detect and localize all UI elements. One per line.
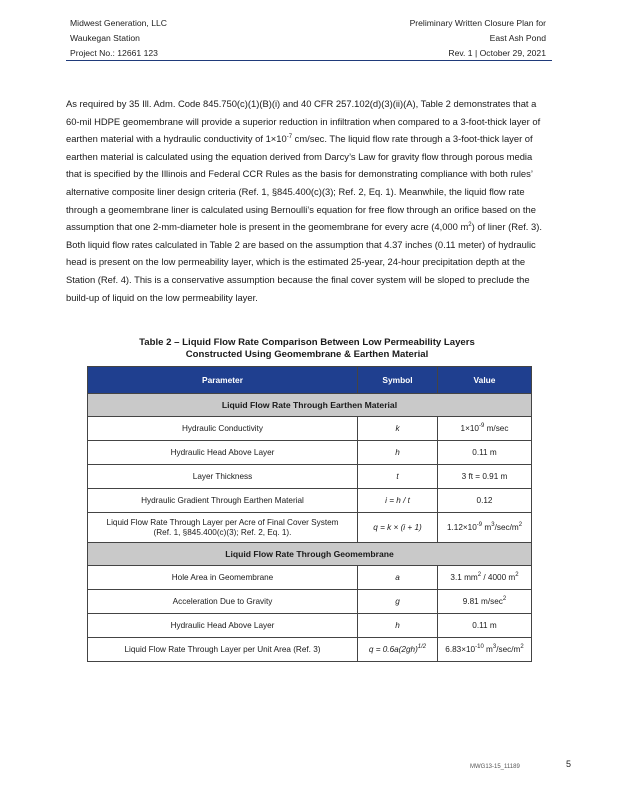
value-cell: 3 ft = 0.91 m	[438, 465, 532, 489]
table-caption-line-2: Constructed Using Geomembrane & Earthen Material	[185, 348, 429, 360]
symbol-cell: a	[358, 566, 438, 590]
symbol-cell: $q = 0.6a(2gh)^{1/2}$	[358, 638, 438, 662]
header-right	[410, 16, 546, 61]
param-cell: Liquid Flow Rate Through Layer per Acre of Final Cover System (Ref. 1, §845.400(c)(3); Ref. 2, Eq. 1).	[88, 513, 358, 543]
symbol-cell: t	[358, 465, 438, 489]
table-row	[88, 566, 532, 590]
flow-rate-table	[87, 366, 532, 662]
paragraph-text-1: As required by 35 Ill. Adm. Code 845.750(c)(1)(B)(i) and 40 CFR 257.102(d)(3)(ii)(A), Table 2 demonstrates that a 60-mil HDPE geomembrane will provide a superior reduction in infiltration when compared to a 3-foot-thick layer of earthen material with a hydraulic conductivity of 1×10	[66, 98, 541, 145]
symbol-cell: k	[358, 417, 438, 441]
value-cell: 9.81 $m/\sec^2$	[438, 590, 532, 614]
param-cell: Hole Area in Geomembrane	[88, 566, 358, 590]
table-row	[88, 590, 532, 614]
header-project-no: Project No.: 12661 123	[70, 48, 158, 58]
table-row	[88, 638, 532, 662]
col-header-symbol: Symbol	[358, 367, 438, 394]
header-left	[70, 16, 167, 61]
symbol-cell: h	[358, 441, 438, 465]
section-row-geomembrane	[88, 543, 532, 566]
value-cell: 0.11 m	[438, 614, 532, 638]
value-cell: 3.1 $mm^2 / 4000$ $m^2$	[438, 566, 532, 590]
footer-code: MWG13-15_11189	[470, 764, 520, 770]
table-caption	[66, 337, 548, 360]
value-cell: 0.12	[438, 489, 532, 513]
table-row	[88, 489, 532, 513]
symbol-cell: i = h / t	[358, 489, 438, 513]
param-cell: Liquid Flow Rate Through Layer per Unit Area (Ref. 3)	[88, 638, 358, 662]
header-divider	[66, 60, 552, 61]
table-row	[88, 614, 532, 638]
paragraph-text-3: ) of liner (Ref. 3). Both liquid flow rates calculated in Table 2 are based on the assumption that 4.37 inches (0.11 meter) of hydraulic head is present on the low permeability layer, which is the estimated 25-year, 24-hour precipitation depth at the Station (Ref. 4). This is a conservative assumption because the final cover system will be sloped to preclude the build-up of liquid on the low permeability layer.	[66, 221, 542, 303]
table-caption-line-1: Table 2 – Liquid Flow Rate Comparison Between Low Permeability Layers	[139, 337, 475, 348]
value-cell: $1\times 10^{-9}$ m/sec	[438, 417, 532, 441]
param-cell: Hydraulic Head Above Layer	[88, 441, 358, 465]
page-number: 5	[566, 759, 572, 769]
paragraph-exponent-2: 2	[468, 222, 472, 229]
value-cell: $1.12\times 10^{-9}$ $m^3/\sec/m^2$	[438, 513, 532, 543]
header-site: East Ash Pond	[489, 33, 546, 43]
section-title-earthen: Liquid Flow Rate Through Earthen Material	[88, 394, 532, 417]
table-row	[88, 465, 532, 489]
section-title-geomembrane: Liquid Flow Rate Through Geomembrane	[88, 543, 532, 566]
param-cell: Hydraulic Head Above Layer	[88, 614, 358, 638]
param-cell: Layer Thickness	[88, 465, 358, 489]
paragraph-text-2: cm/sec. The liquid flow rate through a 3-foot-thick layer of earthen material is calculated using the equation derived from Darcy’s Law for gravity flow through porous media that is specified by the Illinois and Federal CCR Rules as the basis for demonstrating compliance with both rules’ alternative composite liner design criteria (Ref. 1, §845.400(c)(3); Ref. 2, Eq. 1). Meanwhile, the liquid flow rate through a geomembrane liner is calculated using Bernoulli’s equation for free flow through an orifice based on the assumption that one 2-mm-diameter hole is present in the geomembrane for every acre (4,000 m	[66, 133, 536, 233]
symbol-cell: g	[358, 590, 438, 614]
param-cell: Hydraulic Gradient Through Earthen Material	[88, 489, 358, 513]
col-header-value: Value	[438, 367, 532, 394]
table-row	[88, 441, 532, 465]
paragraph-exponent-1: -7	[286, 134, 293, 141]
table-row	[88, 417, 532, 441]
header-revision: Rev. 1 | October 29, 2021	[448, 48, 546, 58]
param-cell: Hydraulic Conductivity	[88, 417, 358, 441]
col-header-parameter: Parameter	[88, 367, 358, 394]
table-row	[88, 513, 532, 543]
value-cell: 0.11 m	[438, 441, 532, 465]
body-paragraph	[66, 95, 548, 306]
param-cell: Acceleration Due to Gravity	[88, 590, 358, 614]
header-company: Midwest Generation, LLC	[70, 18, 167, 28]
symbol-cell: h	[358, 614, 438, 638]
header-doc-title: Preliminary Written Closure Plan for	[409, 18, 546, 28]
section-row-earthen	[88, 394, 532, 417]
header-station: Waukegan Station	[70, 33, 140, 43]
symbol-cell: q = k × (i + 1)	[358, 513, 438, 543]
value-cell: $6.83\times 10^{-10}$ $m^3/\sec/m^2$	[438, 638, 532, 662]
table-header-row	[88, 367, 532, 394]
